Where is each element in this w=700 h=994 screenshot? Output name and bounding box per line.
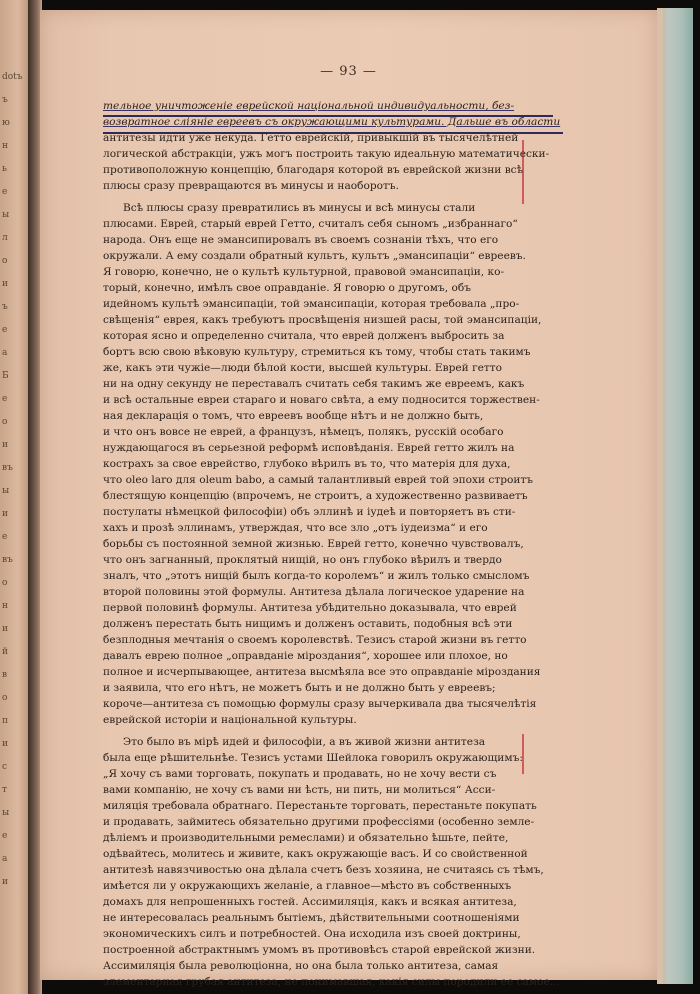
facing-page-text-fragment: ы <box>2 808 10 818</box>
facing-page-text-fragment: Б <box>2 371 9 381</box>
text-line: первой половинѣ формулы. Антитеза убѣдительно доказывала, что еврей <box>103 602 517 614</box>
text-line: что oleo laro для oleum babo, а самый талантливый еврей той эпохи строитъ <box>103 474 534 486</box>
text-line: кострахъ за свое еврейство, глубоко вѣрилъ въ то, что матерія для духа, <box>103 458 511 470</box>
text-line: миляція требовала обратнаго. Перестаньте торговать, перестаньте покупать <box>103 800 537 812</box>
text-line: короче—антитеза съ помощью формулы сразу вычеркивала два тысячелѣтія <box>103 698 537 710</box>
facing-page-text-fragment: й <box>2 647 8 657</box>
text-line: имѣется ли у окружающихъ желаніе, а главное—мѣсто въ собственныхъ <box>103 880 512 892</box>
page-block-edge <box>657 8 693 984</box>
facing-page-text-fragment: о <box>2 417 8 427</box>
facing-page-text-fragment: е <box>2 187 8 197</box>
text-line: и всѣ остальные евреи стараго и новаго свѣта, а ему подносится торжествен- <box>103 394 540 406</box>
facing-page-text-fragment: и <box>2 739 8 749</box>
facing-page-text-fragment: в <box>2 670 8 680</box>
text-line: торый, конечно, имѣлъ свое оправданіе. Я говорю о другомъ, объ <box>103 282 471 294</box>
facing-page-text-fragment: с <box>2 762 8 772</box>
facing-page-text-fragment: п <box>2 716 8 726</box>
text-line: зналъ, что „этотъ нищій былъ когда-то королемъ“ и жилъ только смысломъ <box>103 570 530 582</box>
text-line: одѣвайтесь, молитесь и живите, какъ окружающіе васъ. И со свойственной <box>103 848 528 860</box>
facing-page-text-fragment: ы <box>2 210 10 220</box>
text-line: элементарная грубая антитеза, не понимавшая, какія силы породили ее самое... <box>103 976 560 988</box>
text-line: и что онъ вовсе не еврей, а французъ, нѣмецъ, полякъ, русскій особаго <box>103 426 504 438</box>
paragraph <box>103 98 561 194</box>
text-line: плюсами. Еврей, старый еврей Гетто, считалъ себя сыномъ „избраннаго“ <box>103 218 518 230</box>
text-line: и заявила, что его нѣтъ, не можетъ быть и не должно быть у евреевъ; <box>103 682 496 694</box>
facing-page-text-fragment: и <box>2 509 8 519</box>
text-line: построенной абстрактнымъ умомъ въ противовѣсъ старой еврейской жизни. <box>103 944 536 956</box>
text-line: дѣліемъ и производительными ремеслами) и обязательно ѣшьте, пейте, <box>103 832 509 844</box>
text-line: которая ясно и определенно считала, что еврей долженъ выбросить за <box>103 330 505 342</box>
facing-page-text-fragment: е <box>2 831 8 841</box>
text-line: домахъ для непрошенныхъ гостей. Ассимиляція, какъ и всякая антитеза, <box>103 896 517 908</box>
text-line: что онъ загнанный, проклятый нищій, но онъ глубоко вѣрилъ и твердо <box>103 554 502 566</box>
text-line: блестящую концепцію (впрочемъ, не строитъ, а художественно развиваетъ <box>103 490 528 502</box>
text-line: народа. Онъ еще не эмансипировалъ въ своемъ сознаніи тѣхъ, что его <box>103 234 499 246</box>
text-line: постулаты нѣмецкой философіи) объ эллинѣ и іудеѣ и повторяетъ въ сти- <box>103 506 516 518</box>
facing-page-text-fragment: л <box>2 233 8 243</box>
text-line: борьбы съ постоянной земной жизнью. Еврей гетто, конечно чувствовалъ, <box>103 538 524 550</box>
text-line: и продавать, займитесь обязательно другими профессіями (особенно земле- <box>103 816 535 828</box>
text-line: долженъ перестать быть нищимъ и долженъ оставить, подобныя всѣ эти <box>103 618 513 630</box>
facing-page-text-fragment: и <box>2 624 8 634</box>
facing-page-text-fragment: ь <box>2 164 7 174</box>
paragraph <box>103 200 561 728</box>
text-line: не интересовалась реальнымъ бытіемъ, дѣйствительными соотношеніями <box>103 912 520 924</box>
text-line: плюсы сразу превращаются въ минусы и наоборотъ. <box>103 180 400 192</box>
facing-page-text-fragment: ю <box>2 118 10 128</box>
text-line: еврейской исторіи и національной культуры. <box>103 714 357 726</box>
text-line: бортъ всю свою вѣковую культуру, стремиться къ тому, чтобы стать такимъ <box>103 346 531 358</box>
text-line: идейномъ культѣ эмансипаціи, той эмансипаціи, которая требовала „про- <box>103 298 520 310</box>
text-line: Всѣ плюсы сразу превратились въ минусы и всѣ минусы стали <box>123 202 476 214</box>
facing-page-text-fragment: въ <box>2 463 13 473</box>
book-page <box>40 10 657 988</box>
facing-page-text-fragment: е <box>2 394 8 404</box>
text-line: Ассимиляція была революціонна, но она была только антитеза, самая <box>103 960 499 972</box>
text-line: хахъ и прозѣ эллинамъ, утверждая, что все зло „отъ іудеизма“ и его <box>103 522 488 534</box>
text-line: давалъ еврею полное „оправданіе міроздания“, хорошее или плохое, но <box>103 650 508 662</box>
text-line: Это было въ мірѣ идей и философіи, а въ живой жизни антитеза <box>123 736 486 748</box>
text-line: противоположную концепцію, благодаря которой въ еврейской жизни всѣ <box>103 164 524 176</box>
text-line: полное и исчерпывающее, антитеза высмѣяла все это оправданіе міроздания <box>103 666 541 678</box>
facing-page-text-fragment: е <box>2 532 8 542</box>
text-line: окружали. А ему создали обратный культъ, культъ „эмансипаціи“ евреевъ. <box>103 250 526 262</box>
facing-page-text-fragment: а <box>2 348 8 358</box>
facing-page-text-fragment: и <box>2 877 8 887</box>
text-line: Я говорю, конечно, не о культѣ культурной, правовой эмансипаціи, ко- <box>103 266 505 278</box>
text-line: ная декларація о томъ, что евреевъ вообще нѣтъ и не должно быть, <box>103 410 484 422</box>
facing-page-text-fragment: и <box>2 279 8 289</box>
text-line: нуждающагося въ серьезной реформѣ исповѣданія. Еврей гетто жилъ на <box>103 442 515 454</box>
facing-page-text-fragment: въ <box>2 555 13 565</box>
text-line: второй половины этой формулы. Антитеза дѣлала логическое ударение на <box>103 586 525 598</box>
body-text <box>103 98 561 990</box>
facing-page-text-fragment: ъ <box>2 95 8 105</box>
paragraph <box>103 734 561 990</box>
text-line: антитезѣ навязчивостью она дѣлала счетъ безъ хозяина, не считаясь съ тѣмъ, <box>103 864 544 876</box>
text-line: свѣщенія“ еврея, какъ требуютъ просвѣщенія низшей расы, той эмансипаціи, <box>103 314 542 326</box>
text-line: тельное уничтоженіе еврейской національной индивидуальности, без- <box>103 100 515 112</box>
text-line: безплодныя мечтанія о своемъ королевствѣ. Тезисъ старой жизни въ гетто <box>103 634 527 646</box>
text-line: антитезы идти уже некуда. Геттo еврейскій, привыкшій въ тысячелѣтней <box>103 132 519 144</box>
facing-page-text-fragment: н <box>2 601 8 611</box>
facing-page-edge <box>0 0 30 994</box>
facing-page-text-fragment: н <box>2 141 8 151</box>
text-line: была еще рѣшительнѣе. Тезисъ устами Шейлока говорилъ окружающимъ: <box>103 752 523 764</box>
facing-page-text-fragment: ъ <box>2 302 8 312</box>
facing-page-text-fragment: е <box>2 325 8 335</box>
text-line: „Я хочу съ вами торговать, покупать и продавать, но не хочу вести съ <box>103 768 497 780</box>
text-line: вами компанію, не хочу съ вами ни ѣсть, ни пить, ни молиться“ Асси- <box>103 784 496 796</box>
facing-page-text-fragment: о <box>2 578 8 588</box>
facing-page-text-fragment: а <box>2 854 8 864</box>
text-line: возвратное сліяніе евреевъ съ окружающими культурами. Дальше въ области <box>103 116 561 128</box>
facing-page-text-fragment: о <box>2 693 8 703</box>
text-line: ни на одну секунду не переставалъ считать себя такимъ же евреемъ, какъ <box>103 378 525 390</box>
text-line: же, какъ эти чужіе—люди бѣлой кости, высшей культуры. Еврей гетто <box>103 362 503 374</box>
text-line: логической абстракціи, ужъ могъ построить такую идеальную математически- <box>103 148 550 160</box>
facing-page-text-fragment: о <box>2 256 8 266</box>
page-number: — 93 — <box>320 64 377 79</box>
facing-page-text-fragment: dotъ <box>2 72 23 82</box>
facing-page-text-fragment: т <box>2 785 7 795</box>
text-line: экономическихъ силъ и потребностей. Она исходила изъ своей доктрины, <box>103 928 521 940</box>
facing-page-text-fragment: и <box>2 440 8 450</box>
facing-page-text-fragment: ы <box>2 486 10 496</box>
